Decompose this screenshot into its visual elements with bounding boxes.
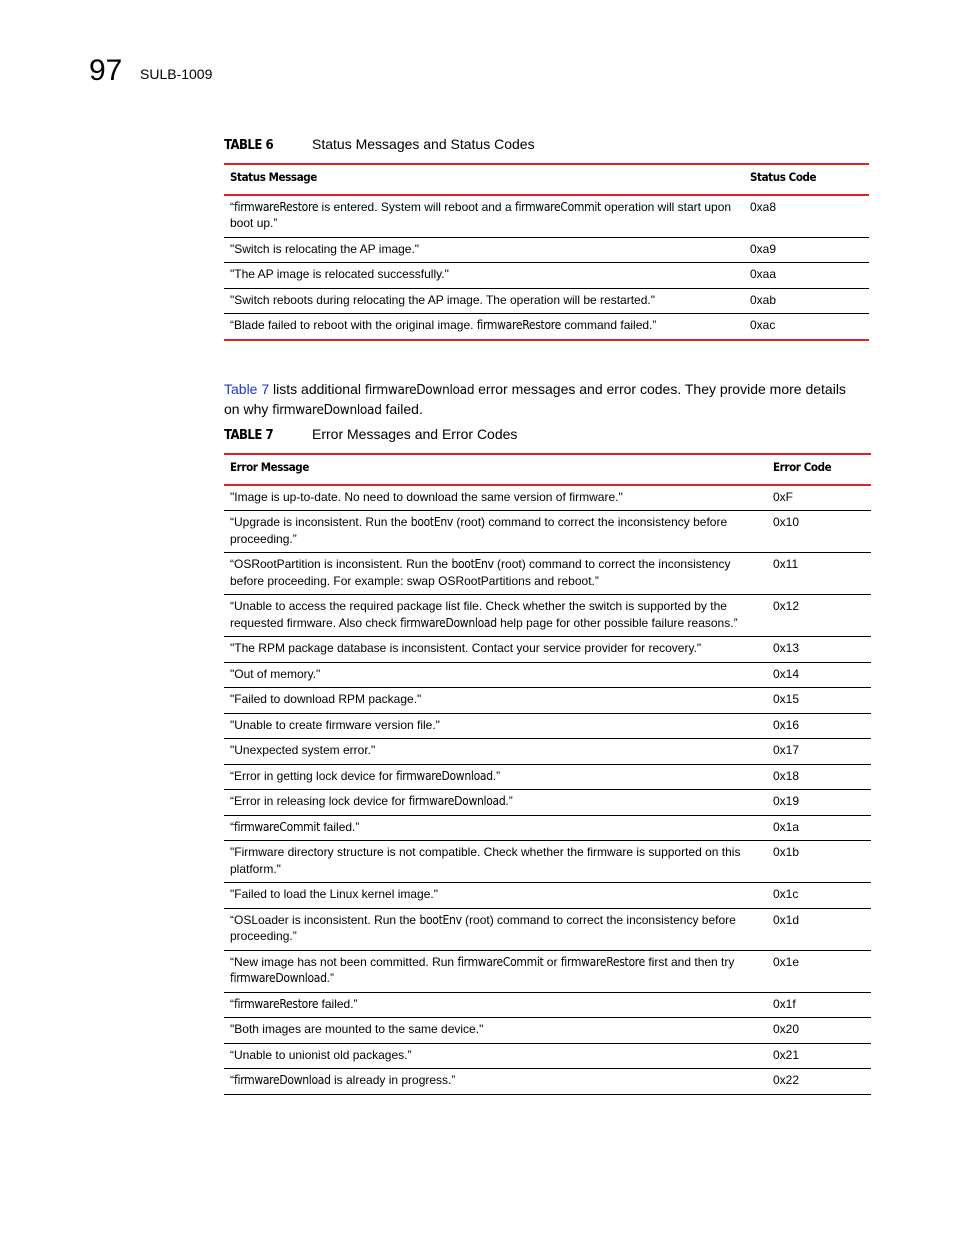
table7-link[interactable]: Table 7 bbox=[224, 381, 270, 397]
status-code-header: Status Code bbox=[744, 164, 869, 195]
message-text: or bbox=[543, 954, 561, 969]
command-name: firmwareRestore bbox=[234, 996, 319, 1011]
code-cell: 0xaa bbox=[744, 263, 869, 289]
code-cell: 0x18 bbox=[767, 764, 871, 790]
message-text: help page for other possible failure reasons.” bbox=[496, 615, 738, 630]
table-row bbox=[224, 764, 871, 790]
message-cell bbox=[224, 764, 767, 790]
code-cell: 0x22 bbox=[767, 1069, 871, 1095]
code-cell: 0x17 bbox=[767, 739, 871, 765]
message-text: failed.” bbox=[318, 996, 358, 1011]
message-text: “Unable to access the required package list file. Check whether the switch is supported by the requested firmware. Also check bbox=[230, 599, 727, 630]
message-cell bbox=[224, 739, 767, 765]
paragraph-text-2: error messages and error codes. They provide more details on why bbox=[224, 381, 846, 417]
error-code-header: Error Code bbox=[767, 454, 871, 485]
message-text: "The RPM package database is inconsistent. Contact your service provider for recovery." bbox=[230, 641, 702, 655]
command-name: bootEnv bbox=[451, 557, 494, 571]
table-row bbox=[224, 790, 871, 816]
code-cell: 0x19 bbox=[767, 790, 871, 816]
message-cell bbox=[224, 713, 767, 739]
command-name: firmwareCommit bbox=[514, 199, 601, 214]
message-cell bbox=[224, 883, 767, 909]
table6-caption bbox=[224, 135, 535, 155]
message-text: is already in progress.” bbox=[330, 1073, 456, 1087]
table-row bbox=[224, 1043, 871, 1069]
code-cell: 0xa8 bbox=[744, 195, 869, 238]
table-row bbox=[224, 637, 871, 663]
table-row bbox=[224, 263, 869, 289]
command-name: firmwareDownload bbox=[396, 768, 493, 783]
table-row bbox=[224, 883, 871, 909]
table-row bbox=[224, 288, 869, 314]
message-text: “Unable to unionist old packages.” bbox=[230, 1047, 412, 1062]
table-row bbox=[224, 688, 871, 714]
error-table bbox=[224, 453, 871, 1095]
table7-title: Error Messages and Error Codes bbox=[312, 426, 518, 442]
paragraph-text-1: lists additional bbox=[269, 381, 365, 397]
message-cell bbox=[224, 908, 767, 950]
error-table-header bbox=[224, 454, 871, 485]
message-text: first and then try bbox=[645, 954, 735, 969]
message-text: is entered. System will reboot and a bbox=[318, 199, 515, 214]
code-cell: 0x10 bbox=[767, 511, 871, 553]
table-row bbox=[224, 815, 871, 841]
document-id: SULB-1009 bbox=[140, 66, 213, 82]
table-row bbox=[224, 950, 871, 992]
message-cell bbox=[224, 263, 744, 289]
message-text: “ bbox=[230, 199, 234, 214]
message-text: "Switch reboots during relocating the AP image. The operation will be restarted." bbox=[230, 292, 655, 307]
code-cell: 0x15 bbox=[767, 688, 871, 714]
table7-caption bbox=[224, 425, 517, 445]
table-row bbox=[224, 553, 871, 595]
message-cell bbox=[224, 314, 744, 340]
table-row bbox=[224, 485, 871, 511]
message-cell bbox=[224, 1043, 767, 1069]
message-text: “OSRootPartition is inconsistent. Run the bbox=[230, 557, 452, 571]
message-cell bbox=[224, 841, 767, 883]
table-row bbox=[224, 908, 871, 950]
message-cell bbox=[224, 950, 767, 992]
message-cell bbox=[224, 553, 767, 595]
command-name: firmwareDownload bbox=[230, 971, 327, 985]
message-text: “Upgrade is inconsistent. Run the bbox=[230, 515, 411, 529]
table-row bbox=[224, 841, 871, 883]
message-cell bbox=[224, 688, 767, 714]
message-text: operation will start upon boot up.” bbox=[230, 199, 732, 230]
message-text: “Error in releasing lock device for bbox=[230, 794, 409, 808]
message-text: "Unable to create firmware version file." bbox=[230, 717, 440, 732]
code-cell: 0x14 bbox=[767, 662, 871, 688]
message-cell bbox=[224, 237, 744, 263]
message-text: “ bbox=[230, 819, 234, 834]
message-text: “OSLoader is inconsistent. Run the bbox=[230, 912, 420, 927]
message-text: .” bbox=[492, 768, 501, 783]
status-message-header: Status Message bbox=[224, 164, 744, 195]
message-text: “ bbox=[230, 996, 234, 1011]
message-cell bbox=[224, 1018, 767, 1044]
message-text: .” bbox=[505, 794, 513, 808]
command-name: firmwareRestore bbox=[476, 318, 561, 332]
table-row bbox=[224, 1069, 871, 1095]
message-text: (root) command to correct the inconsistency before proceeding. For example: swap OSRootPartitions and reboot.” bbox=[230, 557, 731, 588]
code-cell: 0xac bbox=[744, 314, 869, 340]
message-text: (root) command to correct the inconsistency before proceeding.” bbox=[230, 912, 736, 943]
message-text: command failed.” bbox=[561, 318, 657, 332]
code-cell: 0x12 bbox=[767, 595, 871, 637]
table6-label: TABLE 6 bbox=[224, 138, 274, 153]
table-row bbox=[224, 511, 871, 553]
message-cell bbox=[224, 595, 767, 637]
page-number: 97 bbox=[89, 54, 123, 87]
command-name: firmwareDownload bbox=[364, 382, 475, 398]
message-text: "Both images are mounted to the same device." bbox=[230, 1022, 484, 1036]
code-cell: 0x1f bbox=[767, 992, 871, 1018]
code-cell: 0x1e bbox=[767, 950, 871, 992]
code-cell: 0x11 bbox=[767, 553, 871, 595]
command-name: firmwareCommit bbox=[234, 819, 321, 834]
table7-label: TABLE 7 bbox=[224, 428, 274, 443]
code-cell: 0x1c bbox=[767, 883, 871, 909]
message-cell bbox=[224, 485, 767, 511]
message-text: failed.” bbox=[320, 819, 360, 834]
message-text: "Failed to download RPM package." bbox=[230, 692, 422, 706]
message-cell bbox=[224, 815, 767, 841]
message-text: "Switch is relocating the AP image." bbox=[230, 241, 420, 256]
code-cell: 0x13 bbox=[767, 637, 871, 663]
table-row bbox=[224, 314, 869, 340]
message-text: "Image is up-to-date. No need to download the same version of firmware." bbox=[230, 489, 623, 504]
message-text: "The AP image is relocated successfully." bbox=[230, 267, 449, 281]
message-cell bbox=[224, 662, 767, 688]
command-name: firmwareCommit bbox=[457, 954, 544, 969]
message-text: “New image has not been committed. Run bbox=[230, 954, 458, 969]
message-cell bbox=[224, 288, 744, 314]
paragraph-text-3: failed. bbox=[381, 401, 423, 417]
command-name: firmwareRestore bbox=[560, 954, 645, 969]
command-name: firmwareDownload bbox=[408, 794, 506, 808]
code-cell: 0x1a bbox=[767, 815, 871, 841]
message-text: “ bbox=[230, 1073, 234, 1087]
message-text: "Unexpected system error." bbox=[230, 743, 376, 757]
code-cell: 0x20 bbox=[767, 1018, 871, 1044]
message-text: "Out of memory." bbox=[230, 666, 321, 681]
message-text: "Firmware directory structure is not compatible. Check whether the firmware is supported on this platform." bbox=[230, 845, 741, 876]
status-table bbox=[224, 163, 869, 341]
table-row bbox=[224, 237, 869, 263]
message-cell bbox=[224, 511, 767, 553]
command-name: firmwareDownload bbox=[272, 402, 382, 418]
message-text: "Failed to load the Linux kernel image." bbox=[230, 887, 438, 901]
code-cell: 0x16 bbox=[767, 713, 871, 739]
message-cell bbox=[224, 637, 767, 663]
message-cell bbox=[224, 992, 767, 1018]
code-cell: 0x21 bbox=[767, 1043, 871, 1069]
table-row bbox=[224, 739, 871, 765]
table-row bbox=[224, 992, 871, 1018]
code-cell: 0x1d bbox=[767, 908, 871, 950]
table6-title: Status Messages and Status Codes bbox=[312, 136, 535, 152]
message-cell bbox=[224, 790, 767, 816]
status-table-header bbox=[224, 164, 869, 195]
table-row bbox=[224, 1018, 871, 1044]
message-text: “Error in getting lock device for bbox=[230, 768, 397, 783]
command-name: firmwareDownload bbox=[400, 615, 497, 630]
command-name: bootEnv bbox=[410, 515, 454, 529]
message-text: (root) command to correct the inconsistency before proceeding.” bbox=[230, 515, 728, 546]
message-text: .” bbox=[326, 971, 335, 985]
code-cell: 0x1b bbox=[767, 841, 871, 883]
table-row bbox=[224, 195, 869, 238]
error-message-header: Error Message bbox=[224, 454, 767, 485]
command-name: bootEnv bbox=[419, 912, 462, 927]
intro-paragraph bbox=[224, 380, 854, 420]
message-cell bbox=[224, 195, 744, 238]
message-cell bbox=[224, 1069, 767, 1095]
code-cell: 0xa9 bbox=[744, 237, 869, 263]
code-cell: 0xF bbox=[767, 485, 871, 511]
command-name: firmwareRestore bbox=[234, 199, 319, 214]
table-row bbox=[224, 713, 871, 739]
table-row bbox=[224, 662, 871, 688]
table-row bbox=[224, 595, 871, 637]
code-cell: 0xab bbox=[744, 288, 869, 314]
message-text: “Blade failed to reboot with the original image. bbox=[230, 318, 477, 332]
command-name: firmwareDownload bbox=[234, 1073, 331, 1087]
